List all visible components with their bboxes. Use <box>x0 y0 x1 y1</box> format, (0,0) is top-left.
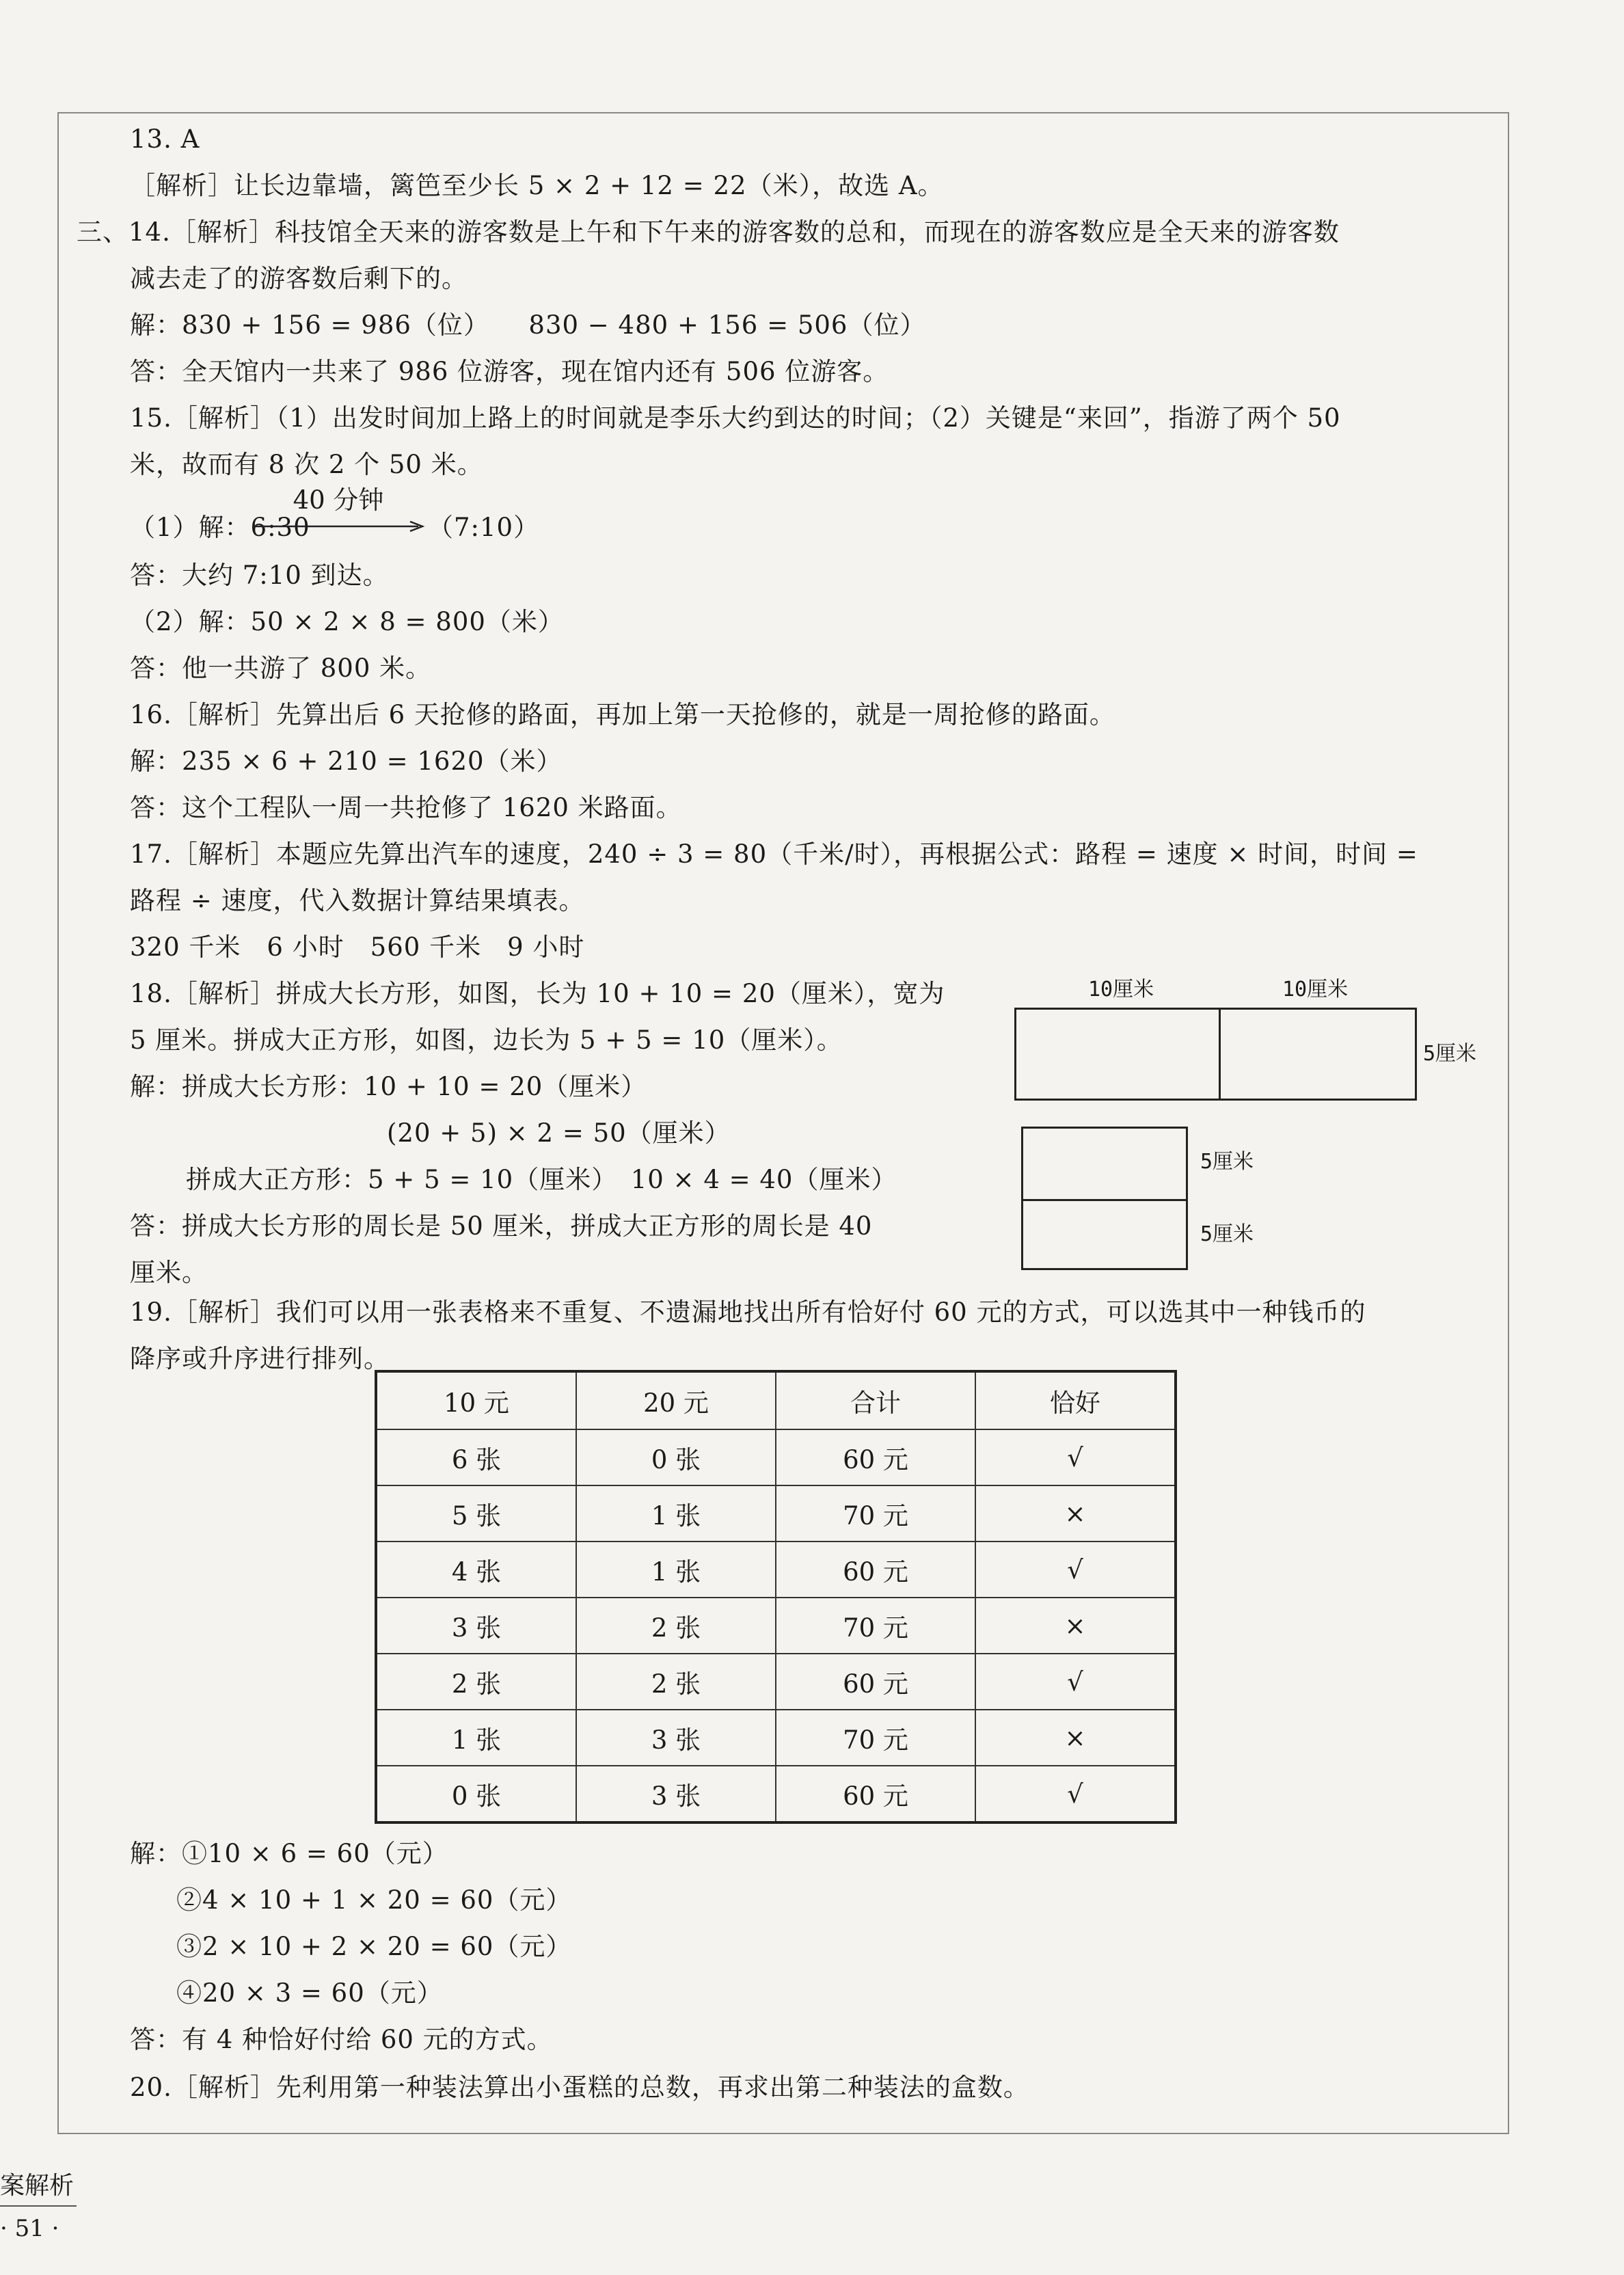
answer-17: 320 千米 6 小时 560 千米 9 小时 <box>130 932 585 962</box>
table-cell: 5 张 <box>376 1485 576 1542</box>
analysis-18-line1: 18.［解析］拼成大长方形，如图，长为 10 + 10 = 20（厘米），宽为 <box>130 979 945 1008</box>
footer-divider <box>0 2205 77 2207</box>
solution-19-line4: ④20 × 3 = 60（元） <box>176 1978 443 2008</box>
table-cell: 60 元 <box>776 1542 975 1598</box>
time-arrow <box>252 487 425 535</box>
analysis-15-line2: 米，故而有 8 次 2 个 50 米。 <box>130 450 483 479</box>
square-bottom-piece <box>1021 1199 1188 1270</box>
table-row <box>376 1429 1176 1485</box>
analysis-19-line1: 19.［解析］我们可以用一张表格来不重复、不遗漏地找出所有恰好付 60 元的方式，可以选其中一种钱币的 <box>130 1297 1366 1327</box>
answer-16: 答：这个工程队一周一共抢修了 1620 米路面。 <box>130 793 682 822</box>
table-cell: 3 张 <box>576 1766 776 1822</box>
table-cell: 2 张 <box>576 1598 776 1654</box>
solution-18-line1: 解：拼成大长方形：10 + 10 = 20（厘米） <box>130 1072 647 1101</box>
check-mark: √ <box>975 1429 1176 1485</box>
table-cell: 70 元 <box>776 1598 975 1654</box>
table-row <box>376 1598 1176 1654</box>
solution-18-line2: (20 + 5) × 2 = 50（厘米） <box>387 1118 731 1148</box>
table-row <box>376 1766 1176 1822</box>
right-arrow-icon <box>252 520 425 533</box>
square-label-top: 5厘米 <box>1200 1150 1254 1174</box>
solution-19-line1: 解：①10 × 6 = 60（元） <box>130 1839 448 1868</box>
square-top-piece <box>1021 1127 1188 1201</box>
analysis-17-line1: 17.［解析］本题应先算出汽车的速度，240 ÷ 3 = 80（千米/时），再根据公式：路程 = 速度 × 时间，时间 = <box>130 839 1418 869</box>
table-cell: 70 元 <box>776 1710 975 1766</box>
cross-mark: × <box>975 1710 1176 1766</box>
analysis-18-line2: 5 厘米。拼成大正方形，如图，边长为 5 + 5 = 10（厘米）。 <box>130 1025 843 1055</box>
table-cell: 70 元 <box>776 1485 975 1542</box>
solution-14: 解：830 + 156 = 986（位） 830 − 480 + 156 = 506（位） <box>130 310 926 340</box>
table-cell: 2 张 <box>576 1654 776 1710</box>
check-mark: √ <box>975 1542 1176 1598</box>
analysis-13: ［解析］让长边靠墙，篱笆至少长 5 × 2 + 12 = 22（米），故选 A。 <box>130 171 944 200</box>
table-header: 合计 <box>776 1371 975 1429</box>
answer-15-2: 答：他一共游了 800 米。 <box>130 654 432 683</box>
cross-mark: × <box>975 1485 1176 1542</box>
rectangle-left-piece <box>1014 1008 1221 1101</box>
cross-mark: × <box>975 1598 1176 1654</box>
analysis-20: 20.［解析］先利用第一种装法算出小蛋糕的总数，再求出第二种装法的盒数。 <box>130 2073 1029 2102</box>
table-cell: 60 元 <box>776 1766 975 1822</box>
answer-14: 答：全天馆内一共来了 986 位游客，现在馆内还有 506 位游客。 <box>130 357 889 386</box>
page-number: · 51 · <box>0 2215 59 2242</box>
table-header: 20 元 <box>576 1371 776 1429</box>
answer-18-line2: 厘米。 <box>130 1258 208 1287</box>
solution-15-1-start: （1）解：6:30 <box>130 513 310 542</box>
solution-19-line2: ②4 × 10 + 1 × 20 = 60（元） <box>176 1885 572 1915</box>
check-mark: √ <box>975 1766 1176 1822</box>
table-cell: 3 张 <box>376 1598 576 1654</box>
answer-15-1: 答：大约 7:10 到达。 <box>130 561 389 590</box>
table-cell: 6 张 <box>376 1429 576 1485</box>
table-row <box>376 1654 1176 1710</box>
rectangle-right-piece <box>1219 1008 1417 1101</box>
table-header: 10 元 <box>376 1371 576 1429</box>
table-cell: 60 元 <box>776 1429 975 1485</box>
table-cell: 1 张 <box>576 1542 776 1598</box>
table-cell: 1 张 <box>576 1485 776 1542</box>
analysis-16: 16.［解析］先算出后 6 天抢修的路面，再加上第一天抢修的，就是一周抢修的路面。 <box>130 700 1115 729</box>
analysis-15-line1: 15.［解析］（1）出发时间加上路上的时间就是李乐大约到达的时间；（2）关键是“来回”，指游了两个 50 <box>130 403 1341 433</box>
square-label-bottom: 5厘米 <box>1200 1222 1254 1246</box>
rect-label-left: 10厘米 <box>1088 978 1154 1001</box>
analysis-14-line2: 减去走了的游客数后剩下的。 <box>130 264 468 293</box>
table-header: 恰好 <box>975 1371 1176 1429</box>
solution-16: 解：235 × 6 + 210 = 1620（米） <box>130 746 563 776</box>
table-cell: 4 张 <box>376 1542 576 1598</box>
answer-19: 答：有 4 种恰好付给 60 元的方式。 <box>130 2025 553 2054</box>
table-cell: 0 张 <box>576 1429 776 1485</box>
table-row <box>376 1542 1176 1598</box>
analysis-19-line2: 降序或升序进行排列。 <box>130 1344 390 1373</box>
solution-15-1-end: （7:10） <box>428 513 540 542</box>
answer-18-line1: 答：拼成大长方形的周长是 50 厘米，拼成大正方形的周长是 40 <box>130 1211 873 1241</box>
arrow-label: 40 分钟 <box>293 485 384 515</box>
table-cell: 1 张 <box>376 1710 576 1766</box>
footer-section-title: 案解析 <box>0 2172 75 2200</box>
rect-label-right: 10厘米 <box>1282 978 1349 1001</box>
table-cell: 3 张 <box>576 1710 776 1766</box>
analysis-17-line2: 路程 ÷ 速度，代入数据计算结果填表。 <box>130 886 585 915</box>
solution-18-line3: 拼成大正方形：5 + 5 = 10（厘米） 10 × 4 = 40（厘米） <box>186 1165 897 1194</box>
table-cell: 0 张 <box>376 1766 576 1822</box>
rect-label-side: 5厘米 <box>1423 1042 1477 1066</box>
solution-15-2: （2）解：50 × 2 × 8 = 800（米） <box>130 607 564 636</box>
table-row <box>376 1710 1176 1766</box>
answer-13: 13. A <box>130 124 200 154</box>
table-row <box>376 1485 1176 1542</box>
solution-19-line3: ③2 × 10 + 2 × 20 = 60（元） <box>176 1932 572 1961</box>
table-cell: 2 张 <box>376 1654 576 1710</box>
analysis-14-line1: 三、14.［解析］科技馆全天来的游客数是上午和下午来的游客数的总和，而现在的游客数应是全天来的游客数 <box>77 217 1340 247</box>
payment-table <box>375 1370 1177 1824</box>
check-mark: √ <box>975 1654 1176 1710</box>
table-header-row <box>376 1371 1176 1429</box>
table-cell: 60 元 <box>776 1654 975 1710</box>
